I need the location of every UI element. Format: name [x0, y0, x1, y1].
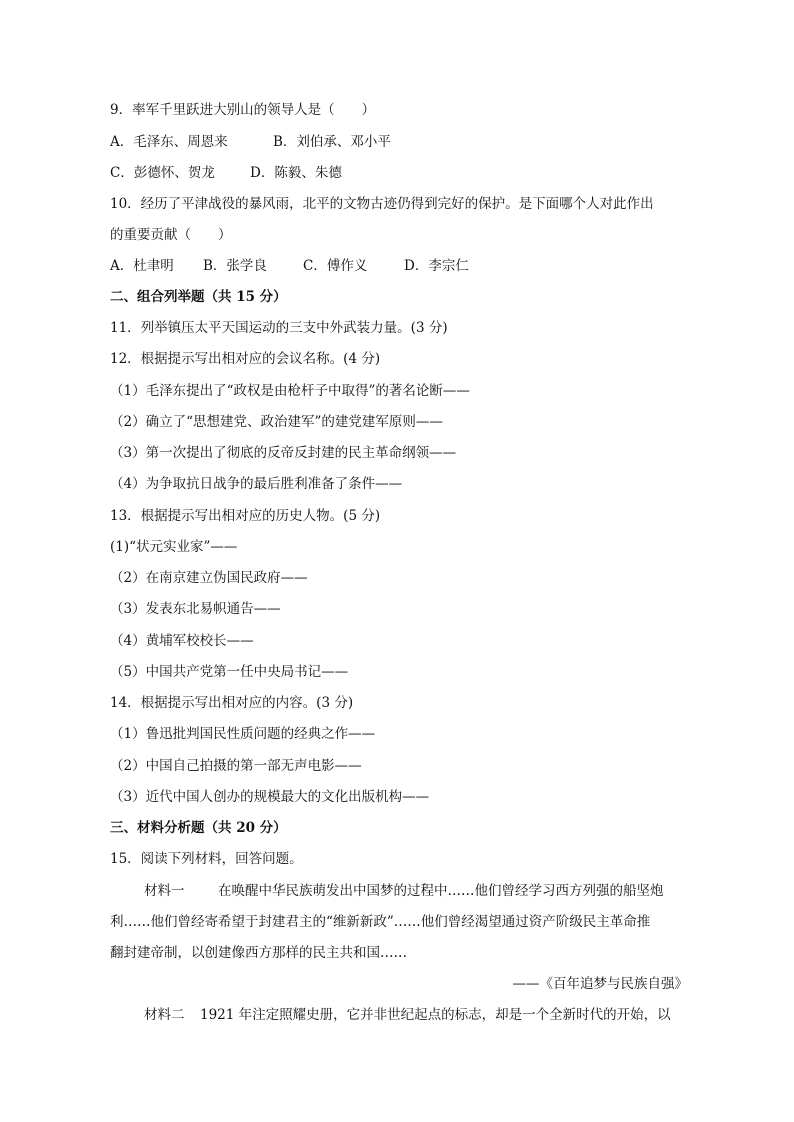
q9-stem: 9．率军千里跃进大别山的领导人是（ ）: [110, 102, 376, 118]
q10-option-a: A．杜聿明: [110, 258, 174, 274]
q13-item-2: （2）在南京建立伪国民政府——: [110, 570, 308, 586]
q12-item-2: （2）确立了“思想建党、政治建军”的建党建军原则——: [110, 414, 443, 430]
q13-item-4: （4）黄埔军校校长——: [110, 633, 254, 649]
material2-line1: 1921 年注定照耀史册，它并非世纪起点的标志，却是一个全新时代的开始，以: [200, 1007, 671, 1023]
q9-options-row2: [110, 164, 342, 182]
q13-item-5: （5）中国共产党第一任中央局书记——: [110, 664, 349, 680]
q9-option-c: C．彭德怀、贺龙: [110, 165, 215, 181]
q9-option-a: A．毛泽东、周恩来: [110, 134, 228, 150]
q12-stem: 12．根据提示写出相对应的会议名称。(4 分): [110, 351, 381, 367]
material1-line2: 利……他们曾经寄希望于封建君主的“维新新政”……他们曾经渴望通过资产阶级民主革命推: [110, 914, 651, 930]
q14-item-2: （2）中国自己拍摄的第一部无声电影——: [110, 758, 362, 774]
q13-stem: 13．根据提示写出相对应的历史人物。(5 分): [110, 508, 381, 524]
material1-line1: 在唤醒中华民族萌发出中国梦的过程中……他们曾经学习西方列强的船坚炮: [218, 883, 664, 899]
material1-label: 材料一: [144, 883, 185, 899]
material1-source: ——《百年追梦与民族自强》: [512, 976, 688, 992]
section3-heading: 三、材料分析题（共 20 分）: [110, 820, 287, 836]
q12-item-1: （1）毛泽东提出了“政权是由枪杆子中取得”的著名论断——: [110, 383, 470, 399]
q10-stem-line2: 的重要贡献（ ）: [110, 227, 232, 243]
q13-item-1: (1)“状元实业家”——: [110, 539, 238, 555]
q9-option-d: D．陈毅、朱德: [250, 165, 342, 181]
q14-item-3: （3）近代中国人创办的规模最大的文化出版机构——: [110, 789, 430, 805]
q10-option-b: B．张学良: [203, 258, 267, 274]
q11-stem: 11．列举镇压太平天国运动的三支中外武装力量。(3 分): [110, 320, 448, 336]
q10-option-c: C．傅作义: [303, 258, 368, 274]
q12-item-4: （4）为争取抗日战争的最后胜利准备了条件——: [110, 476, 403, 492]
q10-option-d: D．李宗仁: [404, 258, 469, 274]
q10-stem-line1: 10．经历了平津战役的暴风雨，北平的文物古迹仍得到完好的保护。是下面哪个人对此作出: [110, 196, 654, 212]
section2-heading: 二、组合列举题（共 15 分）: [110, 289, 287, 305]
q12-item-3: （3）第一次提出了彻底的反帝反封建的民主革命纲领——: [110, 445, 457, 461]
q15-stem: 15．阅读下列材料，回答问题。: [110, 851, 303, 867]
q14-item-1: （1）鲁迅批判国民性质问题的经典之作——: [110, 726, 376, 742]
q13-item-3: （3）发表东北易帜通告——: [110, 601, 281, 617]
material1-line3: 翻封建帝制，以创建像西方那样的民主共和国……: [110, 945, 407, 961]
material2-label: 材料二: [144, 1007, 185, 1023]
q14-stem: 14．根据提示写出相对应的内容。(3 分): [110, 695, 354, 711]
q10-options: [110, 257, 469, 275]
q9-options-row1: [110, 133, 391, 151]
q9-option-b: B．刘伯承、邓小平: [273, 134, 391, 150]
